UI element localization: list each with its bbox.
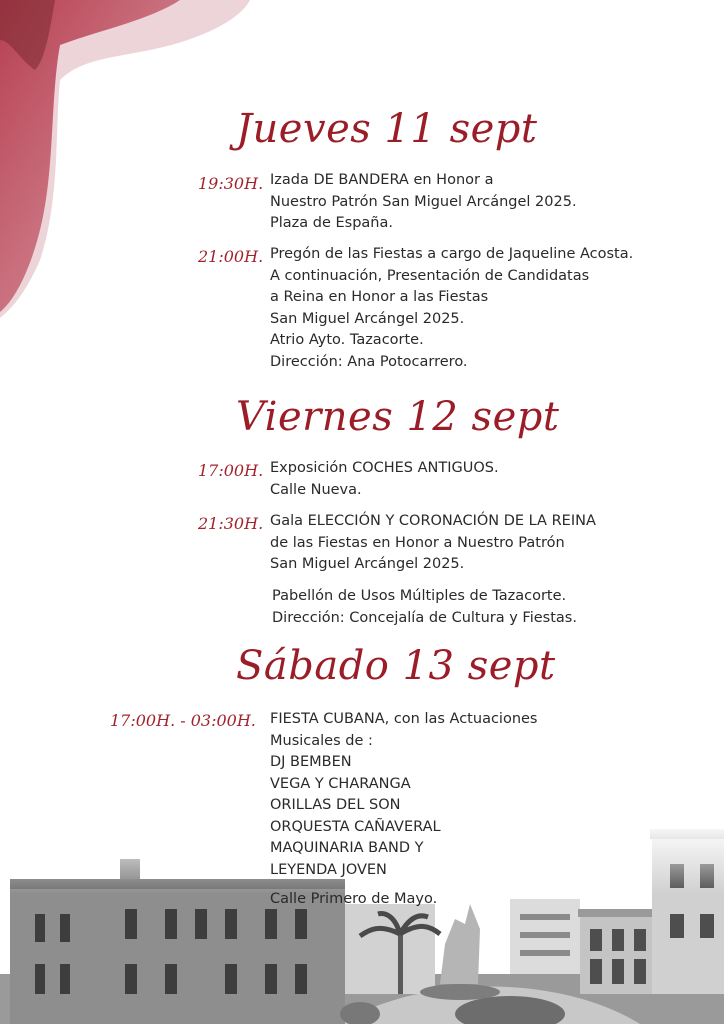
day-title-friday: Viernes 12 sept bbox=[236, 394, 560, 440]
event-description: Pregón de las Fiestas a cargo de Jaqueline Acosta. A continuación, Presentación de Candidatas a Reina en Honor a las Fiestas San Miguel Arcángel 2025. Atrio Ayto. Tazacorte. Dirección: Ana Potocarrero. bbox=[270, 246, 634, 370]
event-time: 19:30H. bbox=[198, 174, 264, 193]
day-title-thursday: Jueves 11 sept bbox=[236, 106, 538, 152]
event-description: Exposición COCHES ANTIGUOS. Calle Nueva. bbox=[270, 460, 499, 498]
event-time: 17:00H. bbox=[198, 461, 264, 480]
event-time: 21:30H. bbox=[198, 514, 264, 533]
event-time: 17:00H. - 03:00H. bbox=[110, 711, 256, 730]
event-description: Izada DE BANDERA en Honor a Nuestro Patrón San Miguel Arcángel 2025. Plaza de España. bbox=[270, 172, 577, 231]
day-title-saturday: Sábado 13 sept bbox=[236, 643, 556, 689]
event-venue: Pabellón de Usos Múltiples de Tazacorte. Dirección: Concejalía de Cultura y Fiestas. bbox=[272, 588, 577, 626]
watercolor-wash-decoration bbox=[0, 0, 260, 320]
event-description: FIESTA CUBANA, con las Actuaciones Musicales de : DJ BEMBEN VEGA Y CHARANGA ORILLAS DEL SON ORQUESTA CAÑAVERAL MAQUINARIA BAND Y LEYENDA JOVEN bbox=[270, 711, 538, 878]
event-description: Gala ELECCIÓN Y CORONACIÓN DE LA REINA de las Fiestas en Honor a Nuestro Patrón San Miguel Arcángel 2025. bbox=[270, 513, 596, 572]
event-time: 21:00H. bbox=[198, 247, 264, 266]
event-venue: Calle Primero de Mayo. bbox=[270, 891, 438, 907]
